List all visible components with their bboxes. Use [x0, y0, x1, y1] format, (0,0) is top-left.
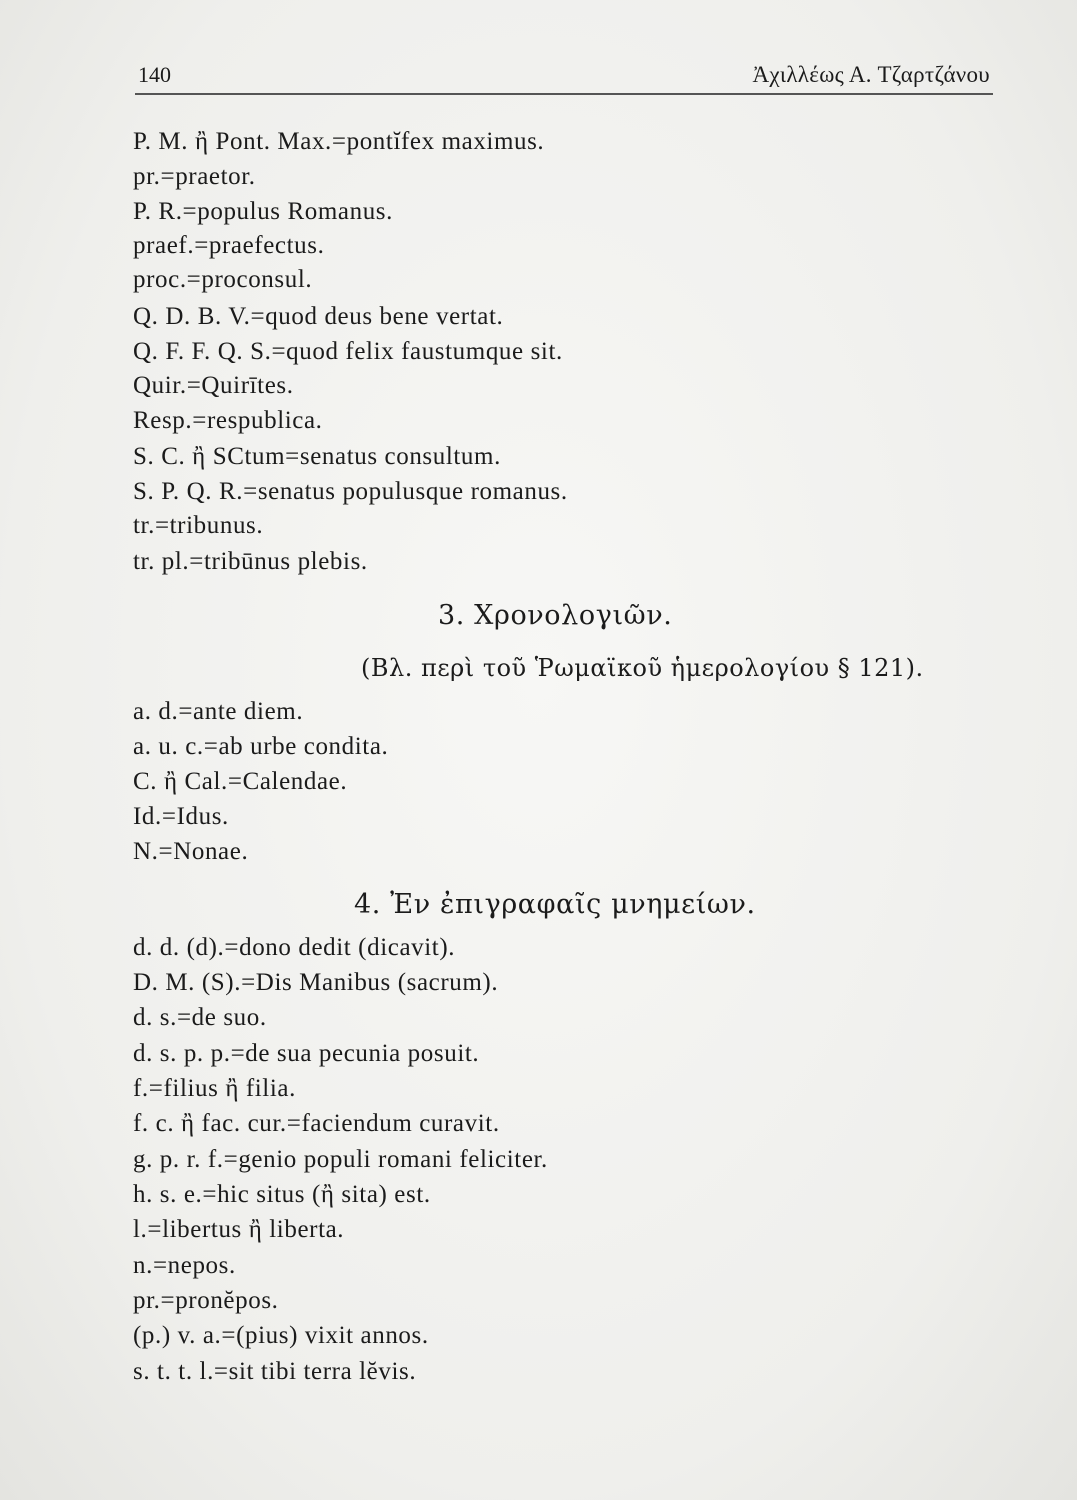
list-item: Q. D. B. V.=quod deus bene vertat.: [133, 303, 504, 330]
list-item: f.=filius ἢ filia.: [133, 1075, 296, 1102]
list-item: Quir.=Quirītes.: [133, 372, 294, 399]
list-item: P. M. ἢ Pont. Max.=pontĭfex maximus.: [133, 128, 545, 155]
list-item: Q. F. F. Q. S.=quod felix faustumque sit.: [133, 338, 563, 365]
list-item: d. s. p. p.=de sua pecunia posuit.: [133, 1040, 480, 1067]
list-item: l.=libertus ἢ liberta.: [133, 1216, 345, 1243]
header-rule: [135, 93, 993, 95]
section-3-heading: 3. Χρονολογιῶν.: [438, 600, 673, 631]
list-item: d. s.=de suo.: [133, 1004, 267, 1031]
list-item: pr.=praetor.: [133, 163, 256, 190]
list-item: (p.) v. a.=(pius) vixit annos.: [133, 1322, 429, 1349]
running-head: Ἀχιλλέως Α. Τζαρτζάνου: [752, 62, 990, 87]
list-item: tr.=tribunus.: [133, 512, 264, 539]
list-item: praef.=praefectus.: [133, 232, 325, 259]
list-item: n.=nepos.: [133, 1252, 236, 1279]
list-item: Id.=Idus.: [133, 803, 229, 830]
list-item: N.=Nonae.: [133, 838, 249, 865]
list-item: a. d.=ante diem.: [133, 698, 304, 725]
list-item: g. p. r. f.=genio populi romani feliciter.: [133, 1146, 548, 1173]
section-4-heading: 4. Ἐν ἐπιγραφαῖς μνημείων.: [354, 889, 756, 920]
list-item: proc.=proconsul.: [133, 266, 313, 293]
list-item: h. s. e.=hic situs (ἢ sita) est.: [133, 1181, 431, 1208]
page-header: [138, 54, 990, 94]
section-3-note: (Βλ. περὶ τοῦ Ῥωμαϊκοῦ ἡμερολογίου § 121).: [361, 654, 924, 682]
list-item: a. u. c.=ab urbe condita.: [133, 733, 389, 760]
list-item: pr.=pronĕpos.: [133, 1287, 279, 1314]
list-item: S. P. Q. R.=senatus populusque romanus.: [133, 478, 568, 505]
list-item: C. ἢ Cal.=Calendae.: [133, 768, 348, 795]
page-number: 140: [138, 62, 171, 87]
list-item: tr. pl.=tribūnus plebis.: [133, 548, 368, 575]
list-item: D. M. (S).=Dis Manibus (sacrum).: [133, 969, 499, 996]
list-item: f. c. ἢ fac. cur.=faciendum curavit.: [133, 1110, 500, 1137]
list-item: Resp.=respublica.: [133, 407, 323, 434]
list-item: S. C. ἢ SCtum=senatus consultum.: [133, 443, 501, 470]
list-item: P. R.=populus Romanus.: [133, 198, 393, 225]
list-item: s. t. t. l.=sit tibi terra lĕvis.: [133, 1358, 417, 1385]
list-item: d. d. (d).=dono dedit (dicavit).: [133, 934, 456, 961]
